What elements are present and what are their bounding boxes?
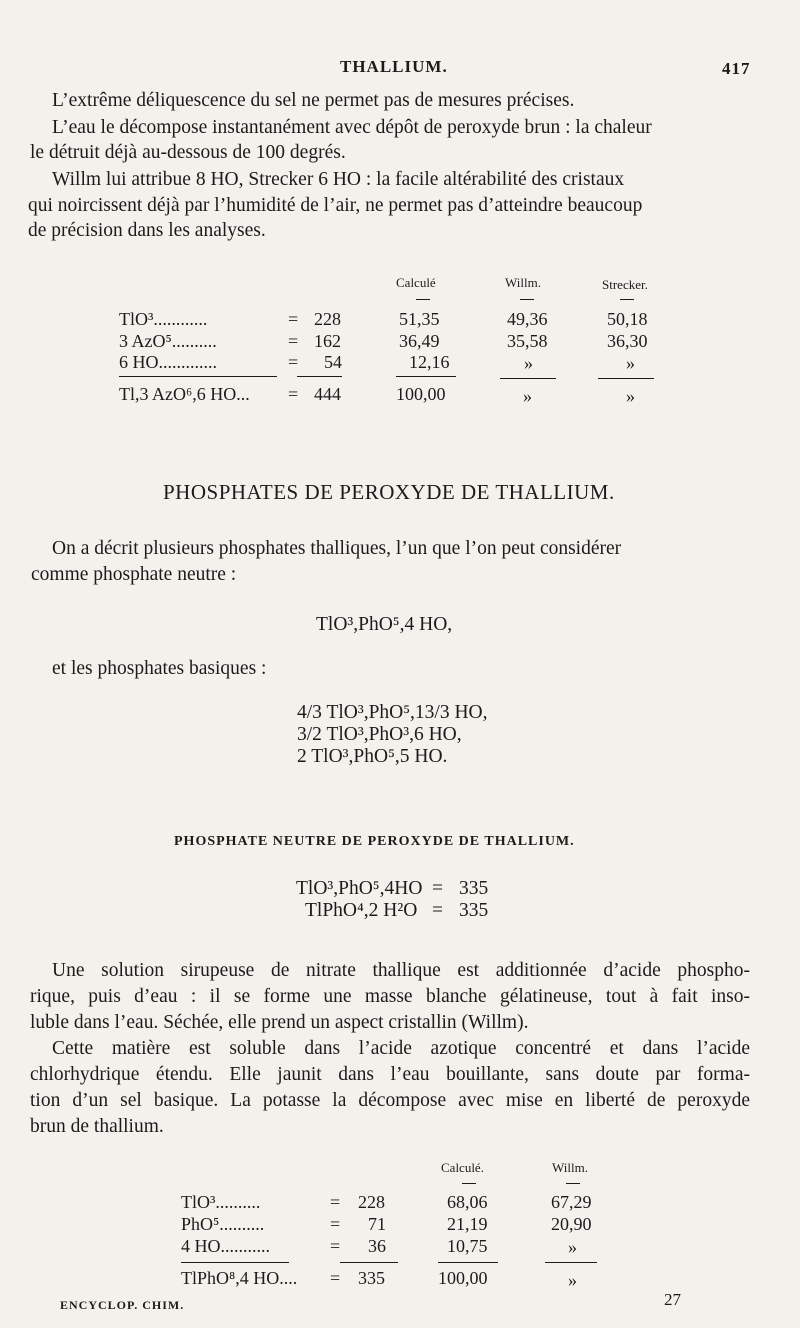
table-total-formula: TlPhO⁸,4 HO.... bbox=[181, 1268, 298, 1288]
intro-line: L’eau le décompose instantanément avec dépôt de peroxyde brun : la chaleur bbox=[52, 117, 652, 138]
table-total-eq: = bbox=[330, 1268, 341, 1288]
table-total-calc: 100,00 bbox=[396, 384, 446, 404]
table-row-willm: 20,90 bbox=[551, 1214, 592, 1234]
table-row-eq: = bbox=[330, 1236, 341, 1256]
footer-signature: ENCYCLOP. CHIM. bbox=[60, 1298, 185, 1312]
table-row-eq: = bbox=[330, 1214, 341, 1234]
table-row-calc: 10,75 bbox=[447, 1236, 488, 1256]
table-total-willm: » bbox=[523, 386, 532, 406]
table-row-formula: 6 HO............. bbox=[119, 352, 217, 372]
body-line: Cette matière est soluble dans l’acide azotique concentré et dans l’acide bbox=[52, 1038, 750, 1059]
table-total-mass: 444 bbox=[314, 384, 341, 404]
table-row-strecker: » bbox=[626, 353, 635, 373]
column-header-strecker: Strecker. bbox=[602, 277, 648, 292]
table-total-calc: 100,00 bbox=[438, 1268, 488, 1288]
intro-line: Willm lui attribue 8 HO, Strecker 6 HO : la facile altérabilité des cristaux bbox=[52, 169, 625, 190]
table-row-formula: 3 AzO⁵.......... bbox=[119, 331, 217, 351]
formula-value: 335 bbox=[459, 900, 489, 921]
table-row-mass: 71 bbox=[368, 1214, 386, 1234]
table-row-formula: PhO⁵.......... bbox=[181, 1214, 265, 1234]
body-line: chlorhydrique étendu. Elle jaunit dans l’eau bouillante, sans doute par forma- bbox=[30, 1064, 750, 1085]
formula-neutral: TlO³,PhO⁵,4 HO, bbox=[316, 614, 453, 635]
subsection-title: PHOSPHATE NEUTRE DE PEROXYDE DE THALLIUM. bbox=[174, 834, 575, 849]
table-total-eq: = bbox=[288, 384, 299, 404]
column-header-calcule: Calculé. bbox=[441, 1160, 484, 1175]
intro-line: de précision dans les analyses. bbox=[28, 220, 266, 241]
table-row-mass: 54 bbox=[324, 352, 342, 372]
body-line: brun de thallium. bbox=[30, 1116, 164, 1137]
basic-formula: 2 TlO³,PhO⁵,5 HO. bbox=[297, 746, 448, 767]
table-row-calc: 12,16 bbox=[409, 352, 450, 372]
intro-line: L’extrême déliquescence du sel ne permet pas de mesures précises. bbox=[52, 90, 575, 111]
footer-sheet-number: 27 bbox=[664, 1290, 681, 1309]
table-row-eq: = bbox=[288, 352, 299, 372]
table-total-willm: » bbox=[568, 1270, 577, 1290]
intro-line: le détruit déjà au-dessous de 100 degrés. bbox=[30, 142, 346, 163]
table-row-formula: 4 HO........... bbox=[181, 1236, 270, 1256]
table-row-eq: = bbox=[288, 331, 299, 351]
running-header-title: THALLIUM. bbox=[340, 57, 448, 76]
body-line: luble dans l’eau. Séchée, elle prend un aspect cristallin (Willm). bbox=[30, 1012, 529, 1033]
table-row-calc: 36,49 bbox=[399, 331, 440, 351]
basic-formula: 4/3 TlO³,PhO⁵,13/3 HO, bbox=[297, 702, 488, 723]
table-row-mass: 162 bbox=[314, 331, 341, 351]
table-row-willm: 35,58 bbox=[507, 331, 548, 351]
table-row-willm: 49,36 bbox=[507, 309, 548, 329]
table-row-calc: 51,35 bbox=[399, 309, 440, 329]
body-line: On a décrit plusieurs phosphates thalliques, l’un que l’on peut considérer bbox=[52, 538, 622, 559]
table-row-mass: 36 bbox=[368, 1236, 386, 1256]
table-row-willm: » bbox=[568, 1237, 577, 1257]
table-row-eq: = bbox=[288, 309, 299, 329]
table-row-calc: 68,06 bbox=[447, 1192, 488, 1212]
table-row-strecker: 36,30 bbox=[607, 331, 648, 351]
body-line: rique, puis d’eau : il se forme une masse blanche gélatineuse, tout à fait inso- bbox=[30, 986, 750, 1007]
body-line: tion d’un sel basique. La potasse la décompose avec mise en liberté de peroxyde bbox=[30, 1090, 750, 1111]
column-header-willm: Willm. bbox=[505, 275, 541, 290]
formula-eq: = bbox=[432, 878, 443, 899]
formula-value: 335 bbox=[459, 878, 489, 899]
table-row-mass: 228 bbox=[314, 309, 341, 329]
body-line: comme phosphate neutre : bbox=[31, 564, 237, 585]
table-total-strecker: » bbox=[626, 386, 635, 406]
formula-left: TlO³,PhO⁵,4HO bbox=[296, 878, 423, 899]
table-row-formula: TlO³............ bbox=[119, 309, 208, 329]
table-row-strecker: 50,18 bbox=[607, 309, 648, 329]
formula-eq: = bbox=[432, 900, 443, 921]
column-header-willm: Willm. bbox=[552, 1160, 588, 1175]
basic-formula: 3/2 TlO³,PhO³,6 HO, bbox=[297, 724, 462, 745]
section-title: PHOSPHATES DE PEROXYDE DE THALLIUM. bbox=[163, 480, 615, 504]
table-row-mass: 228 bbox=[358, 1192, 385, 1212]
formula-left: TlPhO⁴,2 H²O bbox=[305, 900, 418, 921]
table-total-mass: 335 bbox=[358, 1268, 385, 1288]
intro-line: qui noircissent déjà par l’humidité de l’air, ne permet pas d’atteindre beaucoup bbox=[28, 195, 643, 216]
column-header-calcule: Calculé bbox=[396, 275, 436, 290]
table-row-willm: » bbox=[524, 353, 533, 373]
table-row-formula: TlO³.......... bbox=[181, 1192, 261, 1212]
table-row-eq: = bbox=[330, 1192, 341, 1212]
body-line: Une solution sirupeuse de nitrate thallique est additionnée d’acide phospho- bbox=[52, 960, 750, 981]
table-row-willm: 67,29 bbox=[551, 1192, 592, 1212]
page-number: 417 bbox=[722, 59, 751, 78]
body-line: et les phosphates basiques : bbox=[52, 658, 267, 679]
table-row-calc: 21,19 bbox=[447, 1214, 488, 1234]
table-total-formula: Tl,3 AzO⁶,6 HO... bbox=[119, 384, 250, 404]
